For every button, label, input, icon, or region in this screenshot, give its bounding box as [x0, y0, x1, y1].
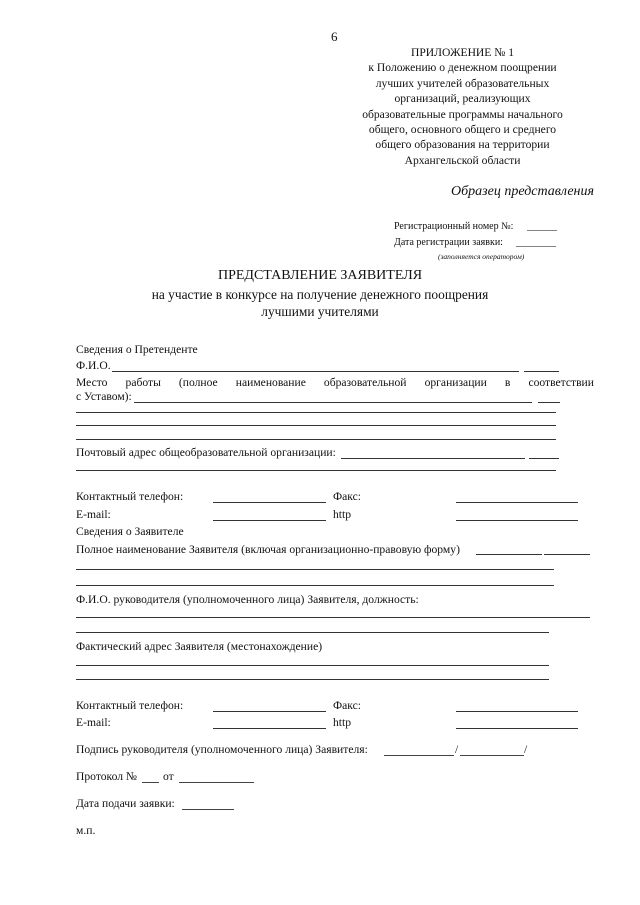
appendix-line: Архангельской области — [404, 153, 521, 167]
candidate-section-title: Сведения о Претенденте — [76, 343, 198, 356]
workplace-word: (полное — [178, 376, 218, 389]
submission-date-label: Дата подачи заявки: — [76, 797, 175, 810]
postal-address-field[interactable] — [341, 458, 525, 459]
phone-label: Контактный телефон: — [76, 490, 184, 503]
fio-label: Ф.И.О. — [76, 359, 111, 372]
appendix-line: образовательные программы начального — [362, 107, 563, 121]
email-field[interactable] — [213, 520, 326, 521]
applicant-address-line[interactable] — [76, 665, 549, 666]
applicant-fullname-line[interactable] — [76, 585, 554, 586]
fio-field[interactable] — [112, 371, 519, 372]
applicant-head-line[interactable] — [76, 632, 549, 633]
workplace-line[interactable] — [76, 439, 556, 440]
applicant-email-field[interactable] — [213, 728, 326, 729]
registration-number-blank[interactable]: ______ — [527, 221, 557, 232]
applicant-fullname-line[interactable] — [76, 569, 554, 570]
applicant-head-line[interactable] — [76, 617, 590, 618]
applicant-fax-label: Факс: — [333, 699, 362, 712]
protocol-date-field[interactable] — [179, 782, 254, 783]
email-label: E-mail: — [76, 508, 111, 521]
applicant-fullname-field[interactable] — [476, 554, 542, 555]
applicant-fax-field[interactable] — [456, 711, 578, 712]
appendix-line: общего образования на территории — [375, 138, 550, 152]
workplace-field[interactable] — [134, 402, 532, 403]
protocol-number-field[interactable] — [142, 782, 159, 783]
stamp-label: м.п. — [76, 824, 96, 837]
workplace-word: в — [504, 376, 511, 389]
registration-note: (заполняется оператором) — [438, 252, 525, 261]
applicant-head-label: Ф.И.О. руководителя (уполномоченного лица) Заявителя, должность: — [76, 593, 419, 606]
appendix-line: организаций, реализующих — [394, 92, 531, 106]
appendix-line: к Положению о денежном поощрении — [368, 61, 557, 75]
workplace-word: Место — [76, 376, 108, 389]
applicant-section-title: Сведения о Заявителе — [76, 525, 184, 538]
sample-label: Образец представления — [451, 184, 594, 199]
page-number: 6 — [331, 29, 338, 44]
applicant-address-label: Фактический адрес Заявителя (местонахождение) — [76, 640, 323, 653]
workplace-word: соответствии — [528, 376, 594, 389]
signature-name-field[interactable] — [460, 755, 524, 756]
signature-field[interactable] — [384, 755, 454, 756]
applicant-fullname-field-extra[interactable] — [544, 554, 590, 555]
applicant-http-field[interactable] — [456, 728, 578, 729]
submission-date-field[interactable] — [182, 809, 234, 810]
phone-field[interactable] — [213, 502, 326, 503]
signature-separator: / — [455, 743, 459, 756]
fax-field[interactable] — [456, 502, 578, 503]
registration-date-blank[interactable]: ________ — [516, 237, 556, 248]
fio-field-extra[interactable] — [524, 371, 559, 372]
postal-address-field-extra[interactable] — [529, 458, 559, 459]
workplace-field-extra[interactable] — [538, 402, 560, 403]
workplace-word: образовательной — [323, 376, 407, 389]
form-subtitle-2: лучшими учителями — [261, 304, 379, 319]
form-subtitle: на участие в конкурсе на получение денежного поощрения — [151, 287, 489, 302]
workplace-word: работы — [125, 376, 161, 389]
applicant-email-label: E-mail: — [76, 716, 111, 729]
applicant-address-line[interactable] — [76, 679, 549, 680]
registration-number-label: Регистрационный номер №: — [394, 221, 514, 232]
appendix-line: лучших учителей образовательных — [375, 76, 550, 90]
protocol-label: Протокол № — [76, 770, 137, 783]
signature-label: Подпись руководителя (уполномоченного лица) Заявителя: — [76, 743, 368, 756]
protocol-from-label: от — [163, 770, 174, 783]
postal-address-line[interactable] — [76, 470, 556, 471]
workplace-line[interactable] — [76, 425, 556, 426]
workplace-label-row — [76, 376, 594, 390]
applicant-phone-field[interactable] — [213, 711, 326, 712]
postal-address-label: Почтовый адрес общеобразовательной организации: — [76, 446, 336, 459]
workplace-line[interactable] — [76, 412, 556, 413]
applicant-http-label: http — [333, 716, 352, 729]
http-label: http — [333, 508, 352, 521]
workplace-word: наименование — [235, 376, 306, 389]
registration-date-label: Дата регистрации заявки: — [394, 237, 503, 248]
workplace-label-cont: с Уставом): — [76, 390, 132, 403]
workplace-word: организации — [424, 376, 487, 389]
signature-separator-end: / — [524, 743, 528, 756]
form-title: ПРЕДСТАВЛЕНИЕ ЗАЯВИТЕЛЯ — [217, 268, 423, 283]
appendix-block — [330, 45, 595, 168]
fax-label: Факс: — [333, 490, 362, 503]
applicant-phone-label: Контактный телефон: — [76, 699, 184, 712]
appendix-line: общего, основного общего и среднего — [368, 123, 557, 137]
applicant-fullname-label: Полное наименование Заявителя (включая организационно-правовую форму) — [76, 543, 460, 556]
appendix-title: ПРИЛОЖЕНИЕ № 1 — [410, 46, 515, 59]
http-field[interactable] — [456, 520, 578, 521]
